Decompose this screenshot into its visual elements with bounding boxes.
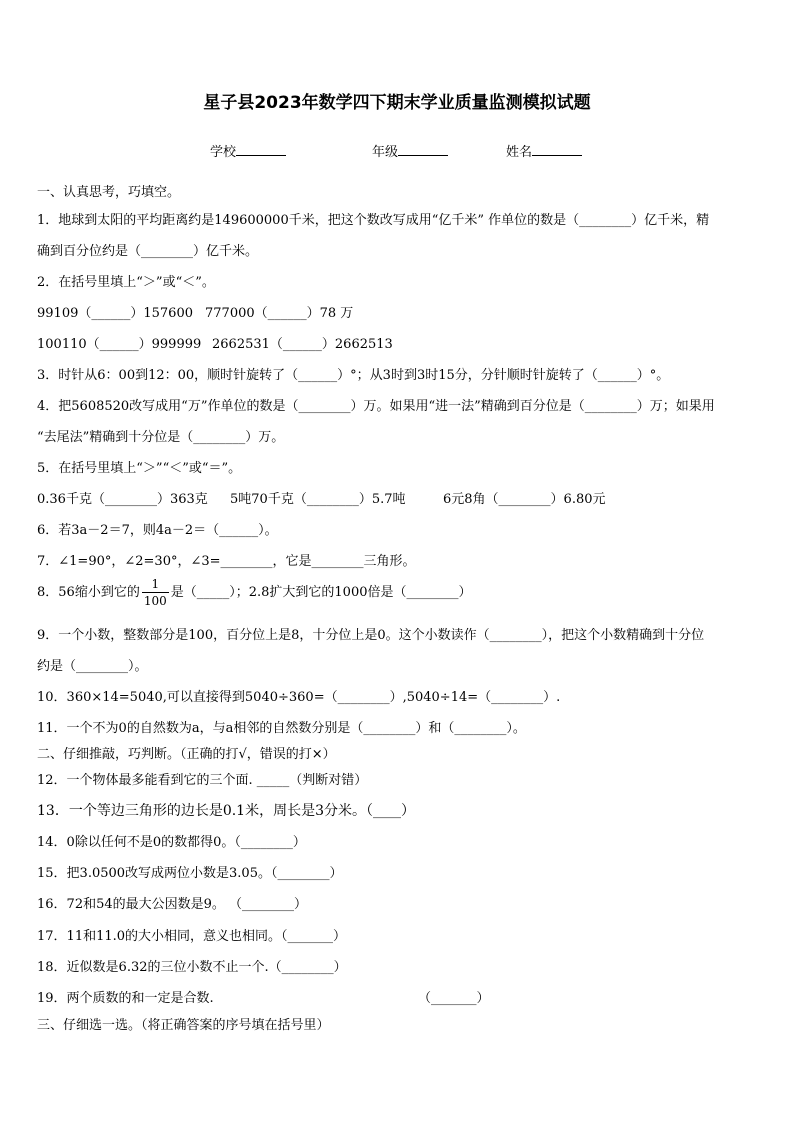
- section-1-heading: 一、认真思考，巧填空。: [37, 185, 181, 200]
- question-5-item-c: 6元8角（________）6.80元: [443, 492, 606, 507]
- question-19: 19．两个质数的和一定是合数.: [37, 991, 214, 1006]
- question-2-stem: 2．在括号里填上“＞”或“＜”。: [37, 275, 215, 290]
- question-5-stem: 5．在括号里填上“＞”“＜”或“＝”。: [37, 461, 242, 476]
- question-13: 13．一个等边三角形的边长是0.1米，周长是3分米。（____）: [37, 803, 415, 819]
- grade-field: [372, 141, 448, 160]
- question-17: 17．11和11.0的大小相同，意义也相同。（_______）: [37, 929, 347, 944]
- question-8: [37, 578, 472, 607]
- question-8-suffix: 是（_____）；2.8扩大到它的1000倍是（________）: [170, 585, 472, 600]
- question-12: 12．一个物体最多能看到它的三个面. _____（判断对错）: [37, 773, 368, 788]
- section-3-heading: 三、仔细选一选。（将正确答案的序号填在括号里）: [37, 1018, 330, 1033]
- school-label: 学校: [210, 145, 237, 160]
- page-title: 星子县2023年数学四下期末学业质量监测模拟试题: [203, 93, 591, 113]
- grade-blank: [398, 143, 448, 156]
- fraction-denominator: 100: [143, 594, 167, 608]
- name-field: [506, 141, 582, 160]
- school-field: [210, 141, 286, 160]
- question-19-answer-blank: （_______）: [418, 991, 490, 1006]
- question-3: 3．时针从6：00到12：00，顺时针旋转了（______）°；从3时到3时15分，分针顺时针旋转了（______）°。: [37, 368, 670, 383]
- name-blank: [532, 143, 582, 156]
- question-2-row-1a: 99109（______）157600: [37, 306, 193, 321]
- question-18: 18．近似数是6.32的三位小数不止一个.（________）: [37, 960, 347, 975]
- question-6: 6．若3a－2＝7，则4a－2＝（______）。: [37, 523, 278, 538]
- question-2-row-2b: 2662531（______）2662513: [212, 337, 393, 352]
- section-2-heading: 二、仔细推敲，巧判断。（正确的打√，错误的打×）: [37, 747, 336, 762]
- grade-label: 年级: [372, 145, 399, 160]
- question-16: 16．72和54的最大公因数是9。 （________）: [37, 897, 308, 912]
- school-blank: [236, 143, 286, 156]
- question-2-row-1b: 777000（______）78 万: [205, 306, 354, 321]
- fraction-numerator: 1: [142, 578, 169, 593]
- question-5-item-b: 5吨70千克（________）5.7吨: [230, 492, 406, 507]
- question-1-line-2: 确到百分位约是（________）亿千米。: [37, 244, 259, 259]
- question-5-item-a: 0.36千克（________）363克: [37, 492, 208, 507]
- question-1-line-1: 1．地球到太阳的平均距离约是149600000千米，把这个数改写成用“亿千米” 作单位的数是（________）亿千米，精: [37, 213, 710, 228]
- question-11: 11．一个不为0的自然数为a，与a相邻的自然数分别是（________）和（________）。: [37, 721, 526, 736]
- question-8-prefix: 8．56缩小到它的: [37, 585, 140, 600]
- question-4-line-2: “去尾法”精确到十分位是（________）万。: [37, 430, 285, 445]
- question-10: 10．360×14=5040,可以直接得到5040÷360=（________）,5040÷14=（________）.: [37, 690, 561, 705]
- question-9-line-1: 9．一个小数，整数部分是100，百分位上是8，十分位上是0。这个小数读作（________），把这个小数精确到十分位: [37, 628, 705, 643]
- question-15: 15．把3.0500改写成两位小数是3.05。（________）: [37, 866, 343, 881]
- question-4-line-1: 4．把5608520改写成用“万”作单位的数是（________）万。如果用“进一法”精确到百分位是（________）万；如果用: [37, 399, 715, 414]
- name-label: 姓名: [506, 145, 533, 160]
- question-7: 7．∠1=90°，∠2=30°，∠3=________，它是________三角形。: [37, 554, 416, 569]
- question-2-row-2a: 100110（______）999999: [37, 337, 202, 352]
- question-14: 14．0除以任何不是0的数都得0。（________）: [37, 835, 306, 850]
- fraction: [142, 578, 169, 607]
- question-9-line-2: 约是（________）。: [37, 659, 148, 674]
